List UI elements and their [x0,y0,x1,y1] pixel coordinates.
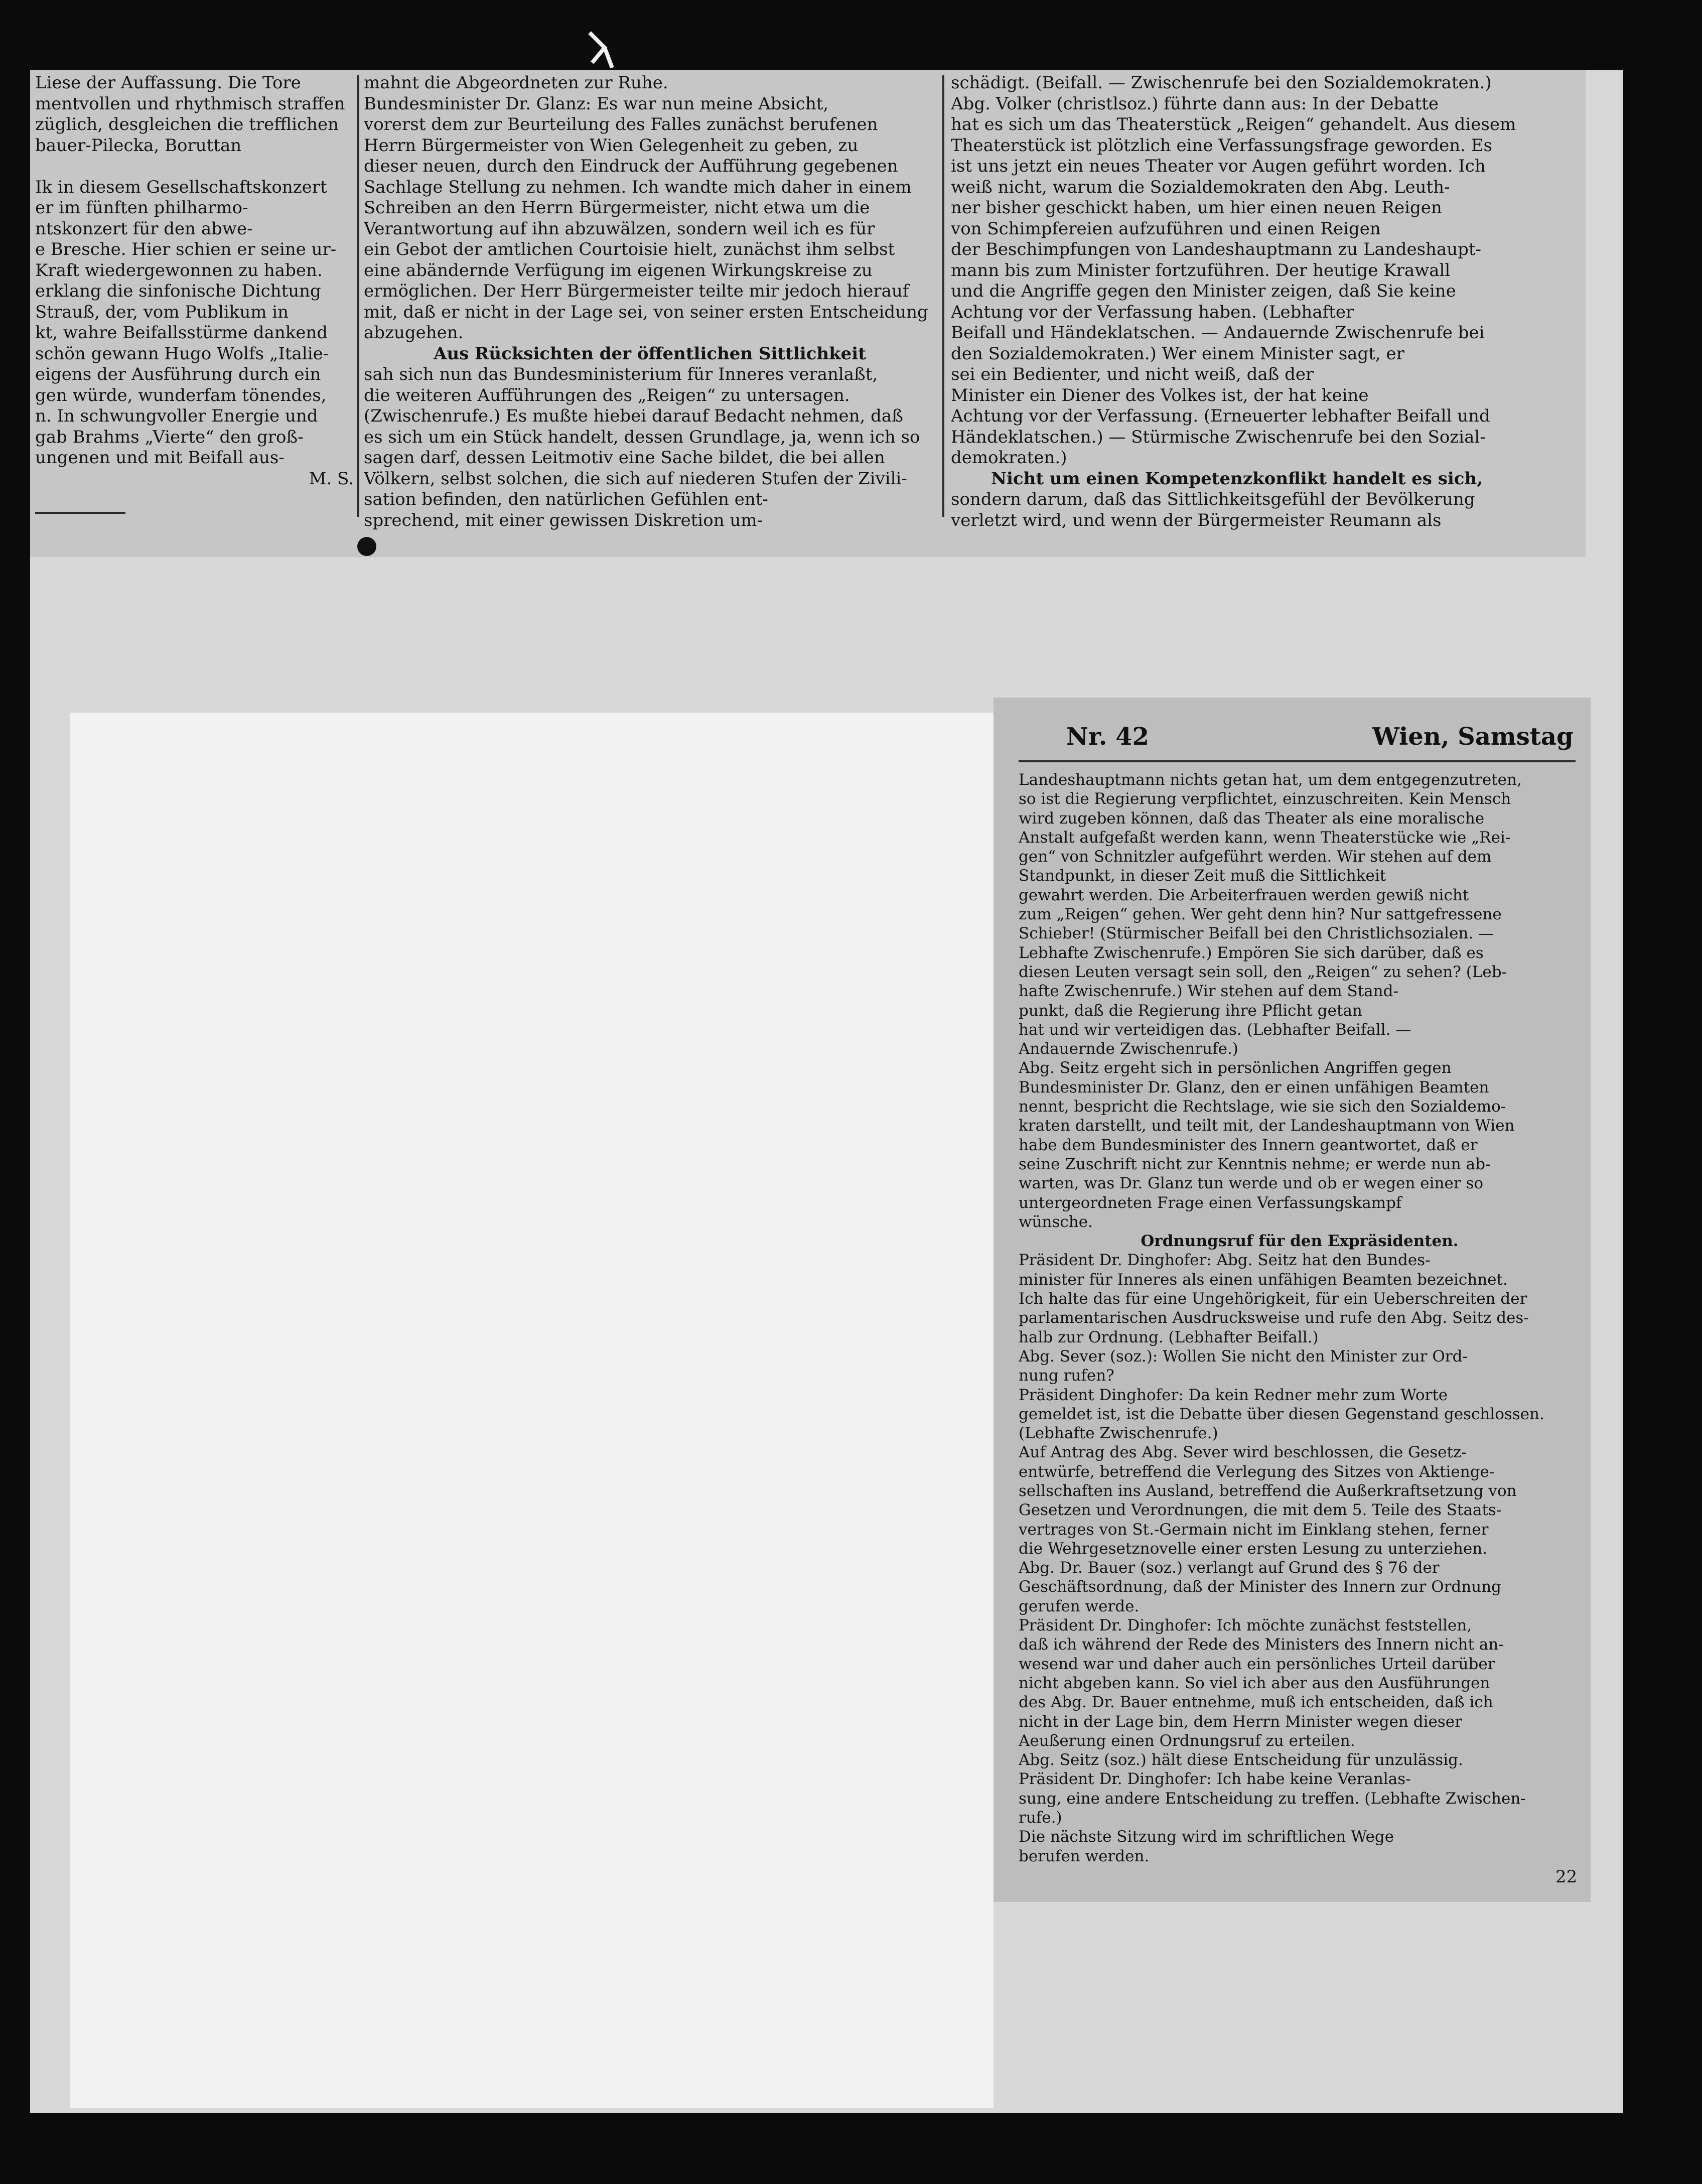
text-line: den Sozialdemokraten.) Wer einem Minister sagt, er [951,343,1404,364]
text-line: sellschaften ins Ausland, betreffend die Außerkraftsetzung von [1019,1481,1517,1500]
text-line: Präsident Dr. Dinghofer: Ich möchte zunächst feststellen, [1019,1616,1472,1635]
text-line: Präsident Dinghofer: Da kein Redner mehr zum Worte [1019,1386,1448,1404]
text-line: der Beschimpfungen von Landeshauptmann zu Landeshaupt- [951,239,1482,259]
text-line: Landeshauptmann nichts getan hat, um dem entgegenzutreten, [1019,771,1522,789]
text-line: eigens der Ausführung durch ein [35,364,321,384]
text-line: Achtung vor der Verfassung haben. (Lebhafter [951,302,1354,322]
text-line: ist uns jetzt ein neues Theater vor Augen geführt worden. Ich [951,156,1486,176]
text-line: gerufen werde. [1019,1597,1140,1615]
text-line: Bundesminister Dr. Glanz, den er einen unfähigen Beamten [1019,1078,1489,1097]
text-line: ermöglichen. Der Herr Bürgermeister teilte mir jedoch hierauf [364,281,909,301]
text-line: vorerst dem zur Beurteilung des Falles zunächst berufenen [364,114,878,134]
text-line: erklang die sinfonische Dichtung [35,281,321,301]
text-line: berufen werden. [1019,1847,1150,1865]
text-line: (Lebhafte Zwischenrufe.) [1019,1424,1218,1443]
issue-number: Nr. 42 [1066,723,1149,751]
text-line: Achtung vor der Verfassung. (Erneuerter lebhafter Beifall und [951,406,1490,426]
ink-dot [357,537,376,556]
text-line: Händeklatschen.) — Stürmische Zwischenrufe bei den Sozial- [951,427,1486,447]
text-line: diesen Leuten versagt sein soll, den „Reigen“ zu sehen? (Leb- [1019,963,1507,981]
article-column-1 [35,73,354,489]
text-line: mentvollen und rhythmisch straffen [35,93,345,114]
text-line: Ik in diesem Gesellschaftskonzert [35,177,327,197]
text-line: sagen darf, dessen Leitmotiv eine Sache bildet, die bei allen [364,448,885,468]
text-line: schädigt. (Beifall. — Zwischenrufe bei den Sozialdemokraten.) [951,73,1492,93]
text-line: gen“ von Schnitzler aufgeführt werden. Wir stehen auf dem [1019,848,1492,866]
issue-place-date: Wien, Samstag [1372,723,1574,751]
text-line: parlamentarischen Ausdrucksweise und rufe den Abg. Seitz des- [1019,1309,1529,1327]
text-line: Schieber! (Stürmischer Beifall bei den Christlichsozialen. — [1019,924,1494,943]
text-line: mit, daß er nicht in der Lage sei, von seiner ersten Entscheidung [364,302,928,322]
text-line: seine Zuschrift nicht zur Kenntnis nehme; er werde nun ab- [1019,1155,1491,1173]
text-line: dieser neuen, durch den Eindruck der Aufführung gegebenen [364,156,898,176]
text-line: bauer-Pilecka, Boruttan [35,135,242,156]
text-line: Geschäftsordnung, daß der Minister des Innern zur Ordnung [1019,1578,1502,1596]
text-line: Standpunkt, in dieser Zeit muß die Sittlichkeit [1019,867,1386,885]
text-line: sah sich nun das Bundesministerium für Inneres veranlaßt, [364,364,878,384]
text-line: Abg. Seitz (soz.) hält diese Entscheidung für unzulässig. [1019,1751,1463,1769]
text-line: hafte Zwischenrufe.) Wir stehen auf dem Stand- [1019,982,1398,1001]
text-line: Minister ein Diener des Volkes ist, der hat keine [951,385,1369,405]
text-line: verletzt wird, und wenn der Bürgermeister Reumann als [951,510,1442,530]
text-line: schön gewann Hugo Wolfs „Italie- [35,343,329,364]
text-line: kraten darstellt, und teilt mit, der Landeshauptmann von Wien [1019,1117,1515,1135]
text-line: gab Brahms „Vierte“ den groß- [35,427,304,447]
text-line: Herrn Bürgermeister von Wien Gelegenheit zu geben, zu [364,135,859,156]
section-heading: Aus Rücksichten der öffentlichen Sittlichkeit [434,343,866,364]
text-line: wünsche. [1019,1212,1093,1231]
text-line: sprechend, mit einer gewissen Diskretion um- [364,510,763,530]
text-line: sondern darum, daß das Sittlichkeitsgefühl der Bevölkerung [951,489,1475,509]
text-line: nicht in der Lage bin, dem Herrn Minister wegen dieser [1019,1712,1462,1731]
text-line: minister für Inneres als einen unfähigen Beamten bezeichnet. [1019,1270,1508,1289]
text-line: Andauernde Zwischenrufe.) [1019,1040,1238,1058]
page-mark: 22 [1555,1867,1578,1887]
text-line: die Wehrgesetznovelle einer ersten Lesung zu unterziehen. [1019,1539,1488,1558]
text-line: Bundesminister Dr. Glanz: Es war nun meine Absicht, [364,93,829,114]
text-line: Beifall und Händeklatschen. — Andauernde Zwischenrufe bei [951,323,1485,343]
text-line: gemeldet ist, ist die Debatte über diesen Gegenstand geschlossen. [1019,1405,1544,1423]
text-line: ntskonzert für den abwe- [35,218,253,239]
text-line: Liese der Auffassung. Die Tore [35,73,301,93]
text-line: ein Gebot der amtlichen Courtoisie hielt, zunächst ihm selbst [364,239,895,259]
text-line: Ich halte das für eine Ungehörigkeit, für ein Ueberschreiten der [1019,1290,1527,1308]
text-line: ungenen und mit Beifall aus- [35,448,285,468]
text-line: abzugehen. [364,323,464,343]
text-line: sung, eine andere Entscheidung zu treffen. (Lebhafte Zwischen- [1019,1789,1526,1808]
text-line: (Zwischenrufe.) Es mußte hiebei darauf Bedacht nehmen, daß [364,406,903,426]
text-line: weiß nicht, warum die Sozialdemokraten den Abg. Leuth- [951,177,1450,197]
text-line: daß ich während der Rede des Ministers des Innern nicht an- [1019,1635,1504,1654]
text-line: untergeordneten Frage einen Verfassungskampf [1019,1193,1402,1212]
text-line: nennt, bespricht die Rechtslage, wie sie sich den Sozialdemo- [1019,1098,1506,1116]
text-line: Abg. Seitz ergeht sich in persönlichen Angriffen gegen [1019,1059,1452,1077]
text-line: halb zur Ordnung. (Lebhafter Beifall.) [1019,1328,1319,1346]
text-line: nicht abgeben kann. So viel ich aber aus den Ausführungen [1019,1674,1490,1692]
text-line: Abg. Volker (christlsoz.) führte dann aus: In der Debatte [951,93,1439,114]
text-line: Die nächste Sitzung wird im schriftlichen Wege [1019,1828,1394,1846]
text-line: nung rufen? [1019,1367,1114,1385]
text-line: Verantwortung auf ihn abzuwälzen, sondern weil ich es für [364,218,875,239]
text-line: entwürfe, betreffend die Verlegung des Sitzes von Aktienge- [1019,1462,1495,1481]
column-rule-1 [357,75,359,517]
text-line: Schreiben an den Herrn Bürgermeister, nicht etwa um die [364,198,870,218]
blank-mounting-paper [70,713,994,2108]
text-line: vertrages von St.-Germain nicht im Einklang stehen, ferner [1019,1520,1489,1539]
text-line: gewahrt werden. Die Arbeiterfrauen werden gewiß nicht [1019,886,1469,904]
corner-scratch-mark [585,28,615,73]
text-line: die weiteren Aufführungen des „Reigen“ zu untersagen. [364,385,850,405]
text-line: und die Angriffe gegen den Minister zeigen, daß Sie keine [951,281,1456,301]
text-line: Gesetzen und Verordnungen, die mit dem 5. Teile des Staats- [1019,1501,1502,1520]
text-line: Präsident Dr. Dinghofer: Ich habe keine Veranlas- [1019,1770,1411,1789]
text-line: habe dem Bundesminister des Innern geantwortet, daß er [1019,1136,1478,1154]
text-line: Strauß, der, vom Publikum in [35,302,289,322]
text-line: kt, wahre Beifallsstürme dankend [35,323,328,343]
text-line [35,156,354,177]
text-line: Aeußerung einen Ordnungsruf zu erteilen. [1019,1731,1355,1750]
article-column-4 [1019,770,1581,1866]
text-line: züglich, desgleichen die trefflichen [35,114,339,134]
text-line: Theaterstück ist plötzlich eine Verfassungsfrage geworden. Es [951,135,1493,156]
text-line: er im fünften philharmo- [35,198,248,218]
signature-rule [35,512,125,514]
text-line: es sich um ein Stück handelt, dessen Grundlage, ja, wenn ich so [364,427,920,447]
text-line: Sachlage Stellung zu nehmen. Ich wandte mich daher in einem [364,177,912,197]
text-line: rufe.) [1019,1809,1062,1827]
text-line: n. In schwungvoller Energie und [35,406,318,426]
text-line: ner bisher geschickt haben, um hier einen neuen Reigen [951,198,1442,218]
text-line: Abg. Dr. Bauer (soz.) verlangt auf Grund des § 76 der [1019,1559,1440,1577]
text-line: von Schimpfereien aufzuführen und einen Reigen [951,218,1381,239]
text-line: warten, was Dr. Glanz tun werde und ob er wegen einer so [1019,1174,1484,1193]
text-line: Anstalt aufgefaßt werden kann, wenn Theaterstücke wie „Rei- [1019,828,1511,847]
text-line: demokraten.) [951,448,1067,468]
text-line: hat es sich um das Theaterstück „Reigen“ gehandelt. Aus diesem [951,114,1516,134]
text-line: Abg. Sever (soz.): Wollen Sie nicht den Minister zur Ord- [1019,1347,1468,1366]
author-signature: M. S. [309,468,354,489]
text-line: wesend war und daher auch ein persönliches Urteil darüber [1019,1655,1495,1673]
text-line: Kraft wiedergewonnen zu haben. [35,260,323,281]
text-line: Völkern, selbst solchen, die sich auf niederen Stufen der Zivili- [364,468,907,489]
text-line: mann bis zum Minister fortzuführen. Der heutige Krawall [951,260,1451,281]
text-line: sation befinden, den natürlichen Gefühlen ent- [364,489,768,509]
header-rule [1019,760,1576,762]
section-heading: Ordnungsruf für den Expräsidenten. [1141,1232,1459,1251]
text-line: Lebhafte Zwischenrufe.) Empören Sie sich darüber, daß es [1019,943,1484,962]
text-line: Auf Antrag des Abg. Sever wird beschlossen, die Gesetz- [1019,1443,1467,1462]
text-line: sei ein Bedienter, und nicht weiß, daß der [951,364,1314,384]
text-line: des Abg. Dr. Bauer entnehme, muß ich entscheiden, daß ich [1019,1693,1493,1712]
article-column-2 [364,73,936,531]
section-heading: Nicht um einen Kompetenzkonflikt handelt es sich, [990,468,1483,489]
text-line: wird zugeben können, daß das Theater als eine moralische [1019,809,1485,828]
text-line: so ist die Regierung verpflichtet, einzuschreiten. Kein Mensch [1019,790,1511,808]
column-rule-2 [942,75,944,517]
text-line: gen würde, wunderfam tönendes, [35,385,327,405]
article-column-3 [951,73,1523,531]
text-line: mahnt die Abgeordneten zur Ruhe. [364,73,668,93]
text-line: zum „Reigen“ gehen. Wer geht denn hin? Nur sattgefressene [1019,905,1502,924]
text-line: hat und wir verteidigen das. (Lebhafter Beifall. — [1019,1020,1411,1039]
text-line: e Bresche. Hier schien er seine ur- [35,239,337,259]
text-line: eine abändernde Verfügung im eigenen Wirkungskreise zu [364,260,873,281]
text-line: punkt, daß die Regierung ihre Pflicht getan [1019,1001,1362,1020]
text-line: Präsident Dr. Dinghofer: Abg. Seitz hat den Bundes- [1019,1251,1431,1270]
